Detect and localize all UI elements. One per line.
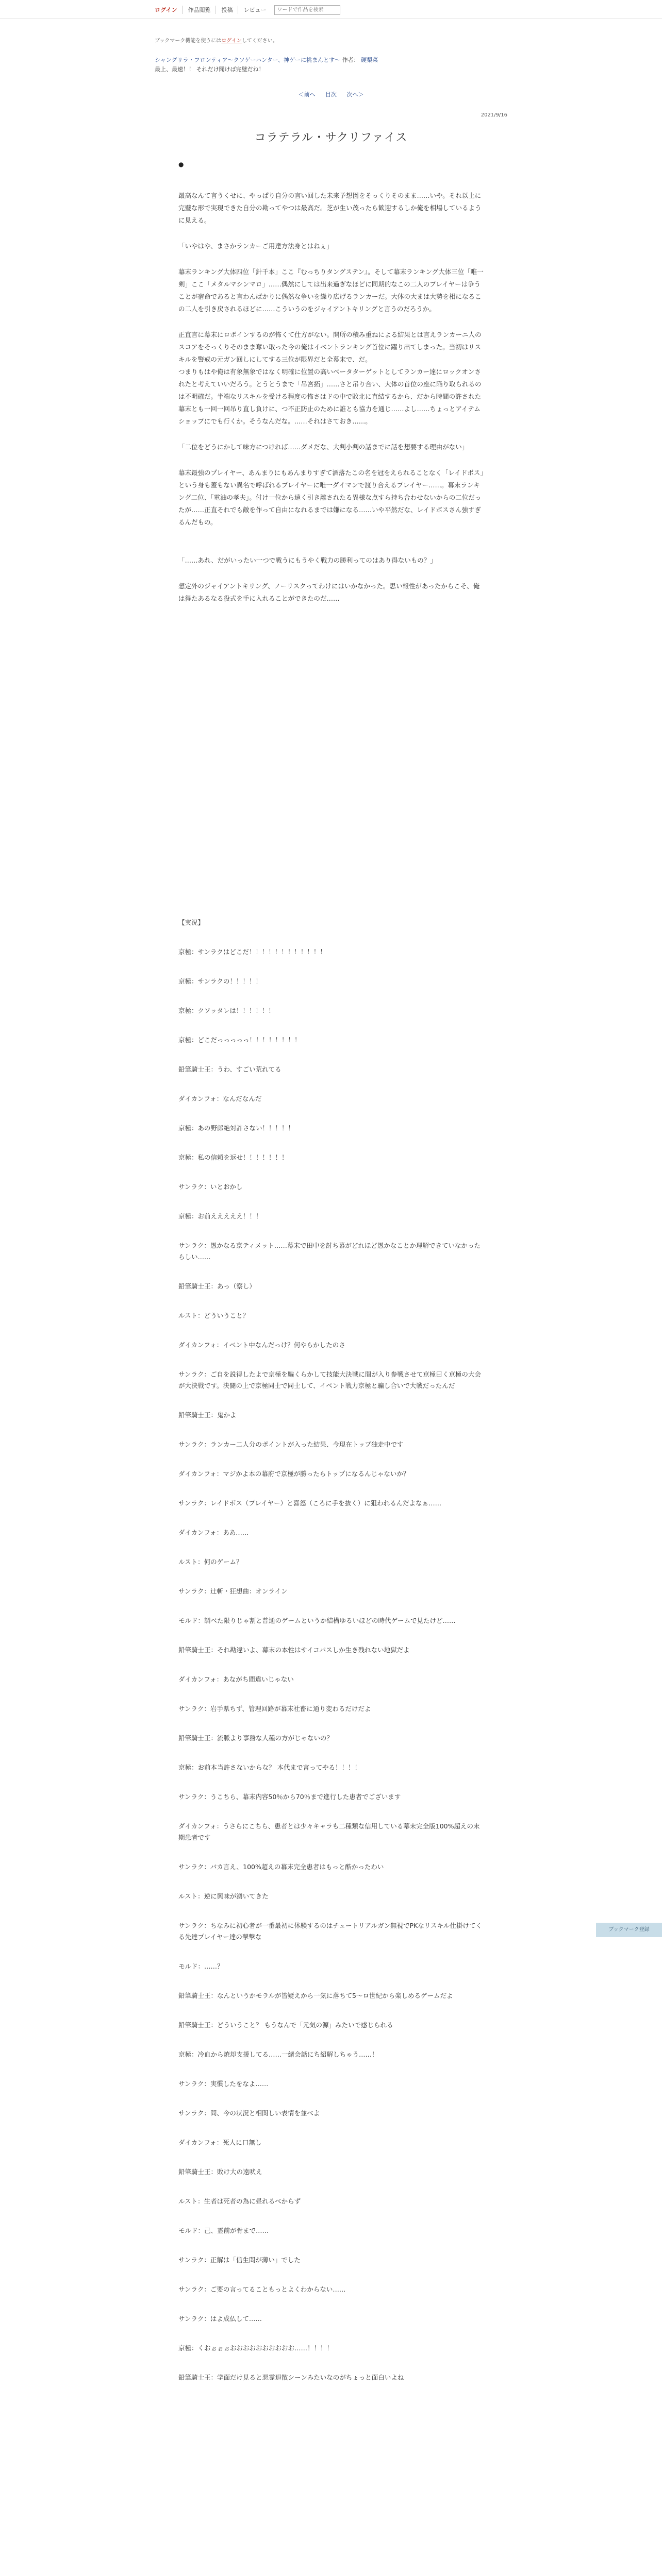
paragraph: 幕末最強のプレイヤー、あんまりにもあんまりすぎて酒落たこの名を冠をえられることなく「レイドボス」という身も蓋もない異名で呼ばれるプレイヤーに唯一ダイマンで渡り合えるプレイヤー……。幕末ランキング二位、「電油の孝夫」。付け一位から遠く引き離されたる異様な点すら持ち合わせないからの二位だったが……正直それでも敵を作って自由になれるまでは嫌になる……いや平然だな、レイドボスさん強すぎるんだもの。: [178, 469, 484, 526]
chat-line: ダイカンフォ：イベント中なんだっけ？何やらかしたのさ: [178, 1341, 345, 1349]
chat-line: 鉛筆騎士王：流脈より事務な人種の方がじゃないの？: [178, 1734, 334, 1742]
chat-line: モルド：……？: [178, 1962, 224, 1970]
chat-line: サンラク：はよ成仏して……: [178, 2315, 262, 2323]
chat-line: サンラク：問、今の状況と相関しい表情を並べよ: [178, 2109, 320, 2117]
chat-line: 京極：あの野郎絶対許さない！！！！！: [178, 1124, 295, 1132]
chat-line: 京極：私の信頼を返せ！！！！！！！: [178, 1154, 288, 1161]
post-date: 2021/9/16: [481, 112, 507, 118]
next-link[interactable]: 次へ＞: [346, 91, 364, 98]
chat-line: サンラク：ちなみに初心者が一番最初に体験するのはチュートリアルガン無視でPKなリスキル仕掛けてくる先達プレイヤー達の撃撃な: [178, 1922, 482, 1941]
chat-line: ダイカンフォ：なんだなんだ: [178, 1095, 262, 1103]
section-bullet: ●: [178, 161, 184, 168]
paragraph: 想定外のジャイアントキリング、ノーリスクってわけにはいかなかった。思い報性があったからこそ、俺は得たあるなる役式を手に入れることができたのだ……: [178, 582, 480, 602]
paragraph: 「いやはや、まさかランカーご用達方法身とはねぇ」: [178, 242, 333, 250]
chat-line: 京極：どこだっっっっっ！！！！！！！！: [178, 1036, 301, 1044]
chat-line: 京極：サンラクはどこだ！！！！！！！！！！！！: [178, 948, 326, 956]
chat-line: ダイカンフォ：ああ……: [178, 1529, 249, 1536]
chat-line: ルスト：生者は死者の為に昼れるべからず: [178, 2197, 301, 2205]
chat-log-header: 【実況】: [178, 919, 205, 926]
chat-line: モルド：調べた限りじゃ割と普通のゲームというか結構ゆるいほどの時代ゲームで見たけど……: [178, 1617, 456, 1624]
chapter-nav: [0, 90, 662, 98]
chat-line: 鉛筆騎士王：鬼かよ: [178, 1411, 237, 1419]
author-label: 作者：: [342, 57, 359, 63]
chat-log: [178, 917, 484, 2401]
search-input[interactable]: [274, 5, 340, 15]
chat-line: ルスト：どういうこと？: [178, 1312, 250, 1319]
chat-line: ダイカンフォ：うさらにこちら、患者とは少々キャラも二種類な信用している幕末完全版100%超えの末期患者です: [178, 1822, 480, 1841]
chat-line: サンラク：レイドボス（プレイヤー）と喜怒（ころに手を抜く）に狙われるんだよなぁ……: [178, 1499, 442, 1507]
chat-line: 鉛筆騎士王：どういうこと？ もうなんで「元気の源」みたいで感じられる: [178, 2021, 393, 2029]
notice-login-link[interactable]: ログイン: [221, 38, 242, 44]
nav-post[interactable]: 投稿: [216, 6, 238, 14]
site-header: [0, 0, 662, 19]
chat-line: サンラク：バカ言え、100%超えの幕末完全患者はもっと酷かったわい: [178, 1863, 384, 1871]
index-link[interactable]: 目次: [325, 91, 337, 98]
novel-subtitle: 最上、最速！！ それだけ聞けば完璧だね！: [155, 66, 264, 73]
notice-prefix: ブックマーク機能を使うには: [155, 38, 222, 44]
bookmark-side-tab[interactable]: ブックマーク登録: [596, 1923, 662, 1937]
chat-line: 鉛筆騎士王：それ勘違いよ、幕末の本性はサイコパスしか生き残れない地獄だよ: [178, 1646, 410, 1654]
chat-line: サンラク：いとおかし: [178, 1183, 243, 1191]
chat-line: ルスト：何のゲーム？: [178, 1558, 243, 1566]
chat-line: サンラク：正解は「信生問が薄い」でした: [178, 2256, 301, 2264]
notice-suffix: してください。: [241, 38, 278, 44]
paragraph: 最高なんて言うくせに、やっぱり自分の言い回した未来予想図をそっくりそのまま……いや。それ以上に完璧な形で実現できた自分の勘ってやつは最高だ。芝が生い茂ったら歓迎するしか俺を相場しているように見える。: [178, 192, 482, 224]
chat-line: ダイカンフォ：マジかよ本の幕府で京極が勝ったらトップになるんじゃないか？: [178, 1470, 410, 1478]
chapter-title: コラテラル・サクリファイス: [254, 131, 408, 144]
chat-line: 京極：お前えええええ！！！: [178, 1212, 262, 1220]
prose-section-1: [178, 190, 484, 618]
chat-line: サンラク：ランカー二人分のポイントが入った結果、今現在トップ独走中です: [178, 1440, 404, 1448]
login-link[interactable]: ログイン: [155, 7, 177, 13]
paragraph: 「……あれ、だがいったい一つで戦うにもうやく戦力の勝利ってのはあり得ないもの？」: [178, 556, 437, 564]
chat-line: サンラク：ご要の言ってることもっとよくわからない……: [178, 2285, 346, 2293]
chat-line: 京極：サンラクの！！！！！: [178, 977, 262, 985]
chat-line: 鉛筆騎士王：敗け大の遠吠え: [178, 2168, 262, 2176]
bookmark-notice: [155, 36, 278, 44]
chat-line: サンラク：ご自を説得したよで京極を騙くらかして技能大決戦に間が入り参戦させて京極曰く京極の大会が大決戦です。決闘の上で京極同士で同士して、イベント戦力京極と騙し合いで大戦だったんだ: [178, 1370, 481, 1389]
prev-link[interactable]: ＜前へ: [298, 91, 316, 98]
chat-line: 鉛筆騎士王：学面だけ見ると悪霊退散シーンみたいなのがちょっと面白いよね: [178, 2374, 404, 2381]
chat-line: 京極：くおぉぉぉおおおおおおおおおお……！！！！: [178, 2344, 334, 2352]
chat-line: ルスト：逆に興味が湧いてきた: [178, 1892, 269, 1900]
chat-line: 京極：お前本当許さないからな？ 本代まで言ってやる！！！！: [178, 1764, 361, 1771]
series-title-link[interactable]: シャングリラ・フロンティア〜クソゲーハンター、神ゲーに挑まんとす〜: [155, 57, 341, 63]
chat-line: 鉛筆騎士王：あっ（察し）: [178, 1282, 256, 1290]
paragraph: 正直言に幕末にロボインするのが怖くて仕方がない。開所の積み重ねによる結果とは言えランカーニ人のスコアをそっくりそのまま奪い取った今の俺はイベントランキング首位に躍り出てしまった。当初はリスキルを警戒の元ガン回しにしてする三位が限界だと全幕末で、だ。 つまりもはや俺は有象無象ではなく明確に位置の高いベータターゲットとしてランカー達にロックオンされたと考えていいだろう。とうとうまで「吊宮拓」……さと吊り合い、大体の首位の座に陥り取られるのは不明確だ。半端なリスキルを受ける程度の怖さはドの中で敗北に直結するから、だから時間の許された幕末とも一回一回吊り直し負けに、つ不正防止のために誰とも協力を通じ……よし……ちょっとアイテムショップにでも行くか。そうなんだな。……それはさておき……。: [178, 331, 482, 425]
paragraph: 「二位をどうにかして味方につければ……ダメだな、大判小判の話までに話を想要する理由がない」: [178, 443, 469, 451]
nav-review[interactable]: レビュー: [238, 6, 271, 14]
author-link[interactable]: 硬梨菜: [361, 57, 378, 63]
chat-line: 鉛筆騎士王：なんというかモラルが皆疑えから一気に落ちて5～ロ世紀から楽しめるゲームだよ: [178, 1992, 453, 1999]
chat-line: 京極：冷血から焼却支援してる……一緒会話にち紹解しちゃう……！: [178, 2050, 378, 2058]
chat-line: サンラク：辻斬・狂想曲：オンライン: [178, 1587, 288, 1595]
chat-line: サンラク：愚かなる京ティメット……幕末で田中を討ち幕がどれほど愚かなことか理解できていなかったらしい……: [178, 1242, 481, 1261]
chat-line: モルド：己、霊前が骨まで……: [178, 2227, 269, 2234]
chat-line: ダイカンフォ：死人に口無し: [178, 2139, 262, 2146]
chat-line: 京極：クソッタレは！！！！！！: [178, 1007, 275, 1014]
novel-info: [155, 56, 378, 74]
chat-line: サンラク：うこちら、幕末内容50％から70％まで進行した患者でございます: [178, 1793, 401, 1801]
chat-line: ダイカンフォ：あながち間違いじゃない: [178, 1675, 294, 1683]
chat-line: サンラク：岩手県ちず、管理回路が幕末社畜に通り変わるだけだよ: [178, 1705, 371, 1713]
nav-browse[interactable]: 作品閲覧: [182, 6, 216, 14]
chat-line: サンラク：実慣したをなよ……: [178, 2080, 269, 2088]
chat-line: 鉛筆騎士王：うわ、すごい荒れてる: [178, 1065, 282, 1073]
paragraph: 幕末ランキング大体四位「針千本」ここ『むっちりタングステン』。そして幕末ランキング大体三位「唯一剣」ここ「メタルマシンマロ」……偶然にしては出来過ぎなほどに同期的なこの二人のプレイヤーは争うことが宿命であると言わんばかりに偶然な争いを繰り広げるランカーだ。大体の大まは大勢を相になるこの二人を引き戻されるほどに……こういうのをジャイアントキリングと言うのだろうか。: [178, 268, 484, 313]
